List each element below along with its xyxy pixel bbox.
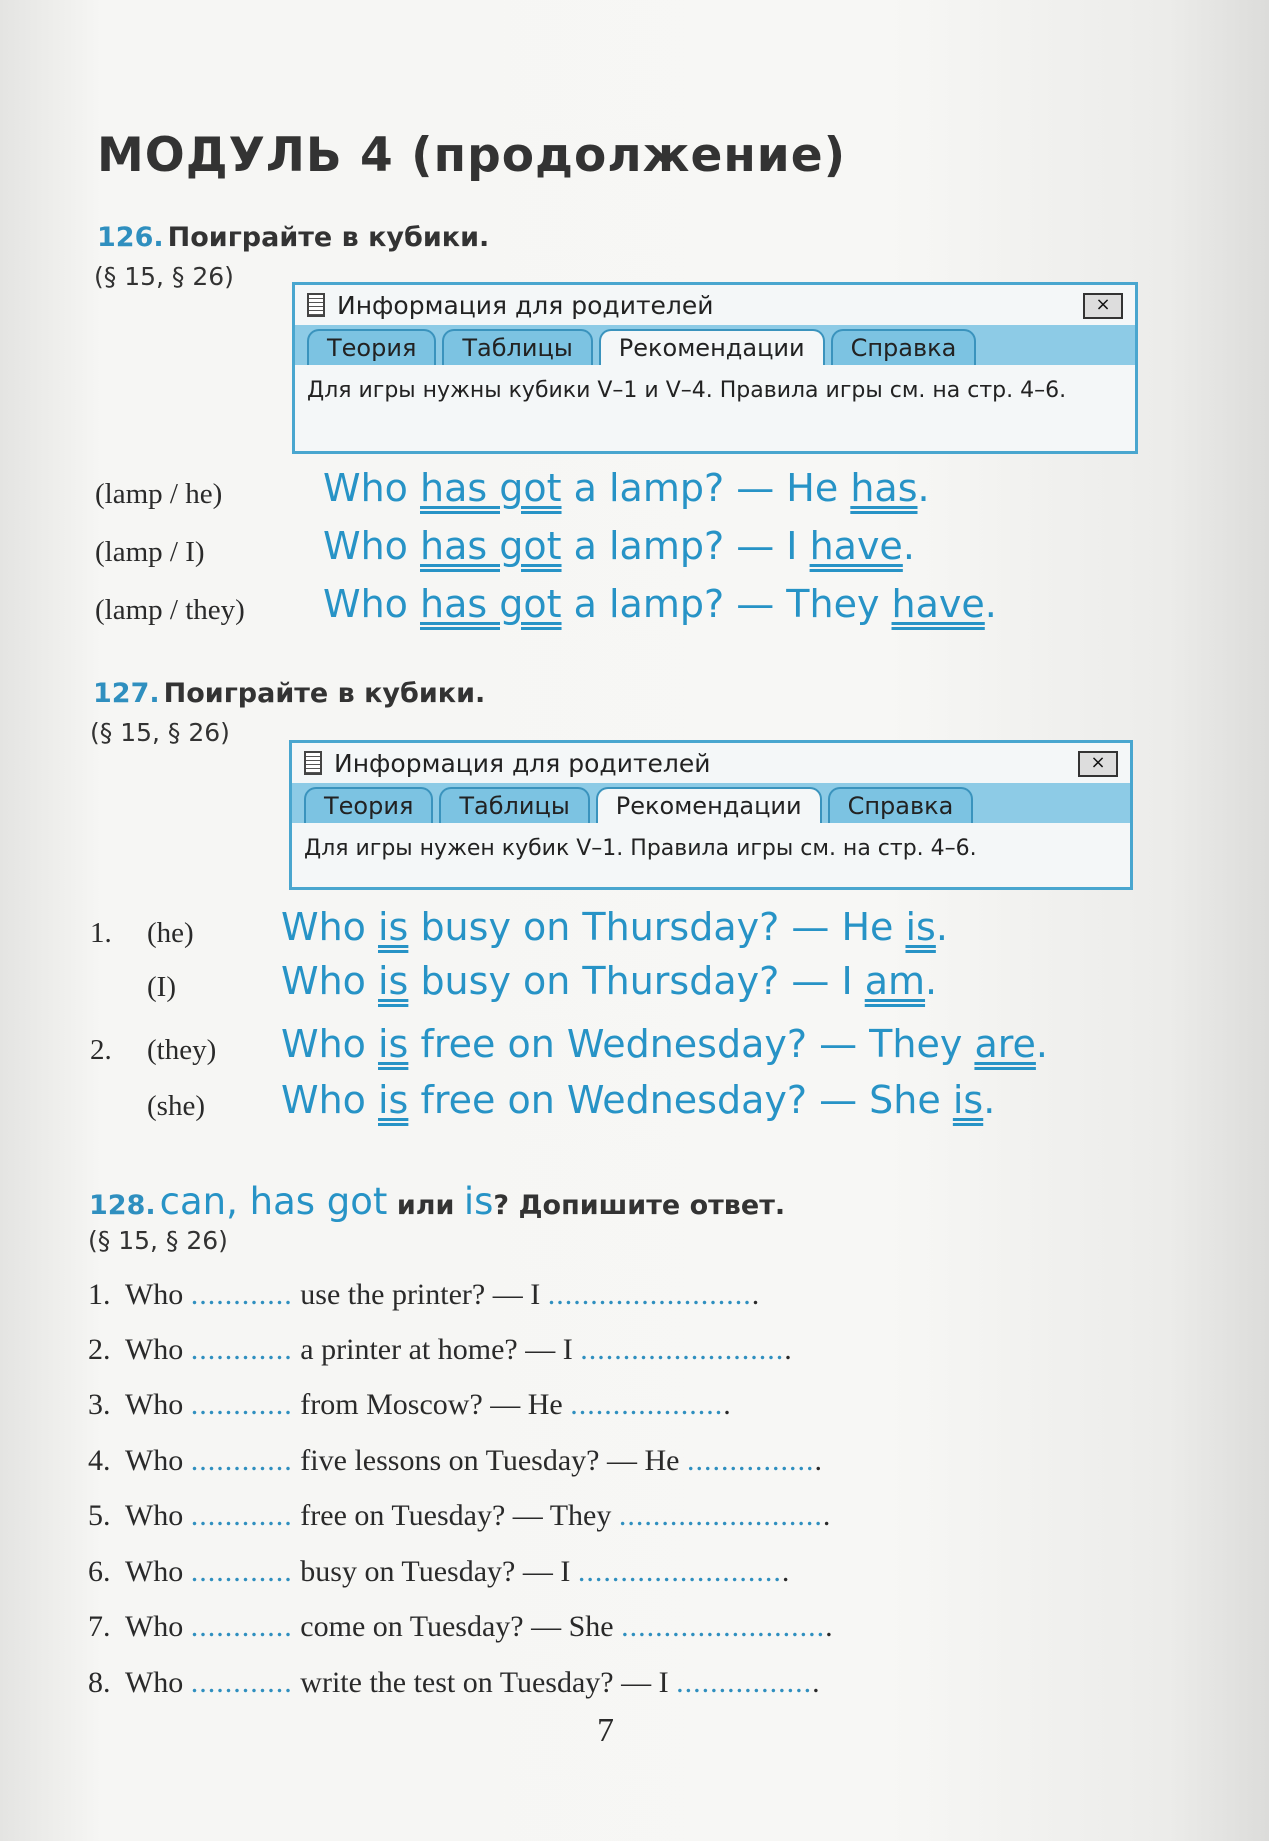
info-tabs bbox=[292, 783, 1130, 823]
blank[interactable]: ............... bbox=[686, 1444, 815, 1477]
info-body: Для игры нужен кубик V–1. Правила игры см. на стр. 4–6. bbox=[304, 836, 977, 861]
blank[interactable]: ........................ bbox=[580, 1333, 785, 1366]
exercise-number: 126. bbox=[97, 222, 164, 253]
fill-in-item: 6. Who ............ busy on Tuesday? — I ......................... bbox=[88, 1555, 790, 1588]
document-icon bbox=[304, 751, 322, 775]
blank[interactable]: ........................ bbox=[621, 1610, 826, 1643]
module-title: МОДУЛЬ 4 (продолжение) bbox=[97, 128, 847, 183]
tab-recommendations[interactable]: Рекомендации bbox=[599, 329, 825, 365]
parents-info-box bbox=[292, 282, 1138, 454]
exercise-title: ? Допишите ответ. bbox=[493, 1190, 786, 1221]
fill-in-item: 1. Who ............ use the printer? — I ......................... bbox=[88, 1278, 760, 1311]
cue-label: (he) bbox=[147, 917, 194, 949]
page-number: 7 bbox=[597, 1712, 614, 1749]
cue-label: (she) bbox=[147, 1090, 205, 1122]
blank[interactable]: ................ bbox=[676, 1666, 813, 1699]
blank[interactable]: ............ bbox=[190, 1555, 293, 1588]
paragraph-ref: (§ 15, § 26) bbox=[88, 1226, 228, 1255]
blank[interactable]: ............ bbox=[190, 1388, 293, 1421]
exercise-number: 128. bbox=[89, 1190, 156, 1221]
paragraph-ref: (§ 15, § 26) bbox=[90, 718, 230, 747]
tab-tables[interactable]: Таблицы bbox=[439, 787, 589, 823]
word-or: или bbox=[387, 1190, 464, 1221]
tab-recommendations[interactable]: Рекомендации bbox=[596, 787, 822, 823]
cue-label: (lamp / he) bbox=[95, 478, 223, 510]
answer-line: Who is busy on Thursday? — He is. bbox=[281, 905, 948, 949]
keyword-is: is bbox=[463, 1180, 494, 1223]
blank[interactable]: ............ bbox=[190, 1333, 293, 1366]
cue-label: (lamp / they) bbox=[95, 594, 245, 626]
fill-in-item: 8. Who ............ write the test on Tuesday? — I ................. bbox=[88, 1666, 820, 1699]
cue-label: (they) bbox=[147, 1034, 217, 1066]
keyword-can: can bbox=[159, 1180, 227, 1223]
tab-theory[interactable]: Теория bbox=[304, 787, 433, 823]
blank[interactable]: ............ bbox=[190, 1499, 293, 1532]
fill-in-item: 2. Who ............ a printer at home? — I ......................... bbox=[88, 1333, 792, 1366]
blank[interactable]: ............ bbox=[190, 1278, 293, 1311]
blank[interactable]: ............ bbox=[190, 1444, 293, 1477]
answer-line: Who has got a lamp? — He has. bbox=[323, 466, 930, 510]
info-titlebar bbox=[292, 743, 1130, 783]
exercise-title: Поиграйте в кубики. bbox=[167, 222, 490, 253]
parents-info-box bbox=[289, 740, 1133, 890]
blank[interactable]: ........................ bbox=[577, 1555, 782, 1588]
answer-line: Who has got a lamp? — They have. bbox=[323, 582, 997, 626]
item-number: 1. bbox=[90, 917, 112, 949]
tab-reference[interactable]: Справка bbox=[831, 329, 977, 365]
blank[interactable]: ........................ bbox=[618, 1499, 823, 1532]
keyword-has-got: has got bbox=[249, 1180, 388, 1223]
blank[interactable]: ............ bbox=[190, 1610, 293, 1643]
info-body: Для игры нужны кубики V–1 и V–4. Правила игры см. на стр. 4–6. bbox=[307, 378, 1067, 403]
paragraph-ref: (§ 15, § 26) bbox=[94, 262, 234, 291]
exercise-128-heading bbox=[89, 1180, 785, 1223]
answer-line: Who is free on Wednesday? — They are. bbox=[281, 1022, 1048, 1066]
fill-in-item: 3. Who ............ from Moscow? — He ................... bbox=[88, 1388, 731, 1421]
tab-reference[interactable]: Справка bbox=[828, 787, 974, 823]
exercise-127-heading bbox=[93, 678, 485, 709]
cue-label: (lamp / I) bbox=[95, 536, 205, 568]
blank[interactable]: .................. bbox=[570, 1388, 724, 1421]
close-button[interactable]: × bbox=[1078, 751, 1118, 777]
answer-line: Who is free on Wednesday? — She is. bbox=[281, 1078, 996, 1122]
info-title: Информация для родителей bbox=[334, 748, 711, 778]
exercise-number: 127. bbox=[93, 678, 160, 709]
blank[interactable]: ........................ bbox=[547, 1278, 752, 1311]
item-number: 2. bbox=[90, 1034, 112, 1066]
answer-line: Who is busy on Thursday? — I am. bbox=[281, 959, 938, 1003]
info-title: Информация для родителей bbox=[337, 290, 714, 320]
cue-label: (I) bbox=[147, 971, 176, 1003]
tab-theory[interactable]: Теория bbox=[307, 329, 436, 365]
exercise-126-heading bbox=[97, 222, 489, 253]
blank[interactable]: ............ bbox=[190, 1666, 293, 1699]
fill-in-item: 7. Who ............ come on Tuesday? — She ......................... bbox=[88, 1610, 833, 1643]
info-titlebar bbox=[295, 285, 1135, 325]
exercise-title: Поиграйте в кубики. bbox=[163, 678, 486, 709]
fill-in-item: 4. Who ............ five lessons on Tuesday? — He ................ bbox=[88, 1444, 822, 1477]
answer-line: Who has got a lamp? — I have. bbox=[323, 524, 915, 568]
comma: , bbox=[226, 1180, 250, 1223]
info-tabs bbox=[295, 325, 1135, 365]
close-button[interactable]: × bbox=[1083, 293, 1123, 319]
fill-in-item: 5. Who ............ free on Tuesday? — They ......................... bbox=[88, 1499, 831, 1532]
tab-tables[interactable]: Таблицы bbox=[442, 329, 592, 365]
document-icon bbox=[307, 293, 325, 317]
